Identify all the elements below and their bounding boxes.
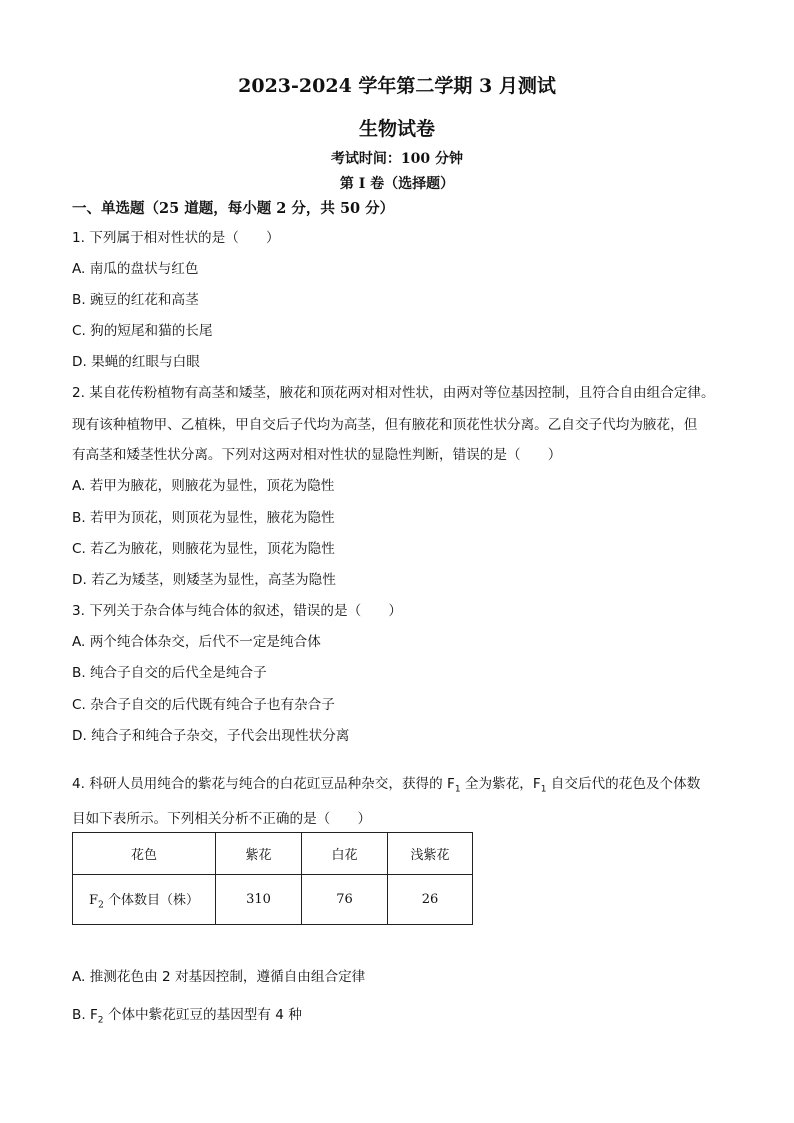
table-row-label xyxy=(73,875,216,925)
flower-color-table xyxy=(72,832,473,925)
question-1-stem: 1. 下列属于相对性状的是（ ） xyxy=(72,230,280,246)
subject-title: 生物试卷 xyxy=(358,118,435,140)
question-2-option-d: D. 若乙为矮茎，则矮茎为显性，高茎为隐性 xyxy=(72,572,336,588)
question-2-option-b: B. 若甲为顶花，则顶花为显性，腋花为隐性 xyxy=(72,510,335,526)
question-2-option-c: C. 若乙为腋花，则腋花为显性，顶花为隐性 xyxy=(72,541,335,557)
question-1-option-b: B. 豌豆的红花和高茎 xyxy=(72,292,199,308)
option-b-subscript: 2 xyxy=(97,1015,104,1026)
table-header-cell: 浅紫花 xyxy=(388,833,473,875)
option-b-text: 个体中紫花豇豆的基因型有 4 种 xyxy=(103,1007,302,1023)
row-label-text: 个体数目（株） xyxy=(103,892,199,908)
question-1-option-a: A. 南瓜的盘状与红色 xyxy=(72,261,199,277)
question-1-option-d: D. 果蝇的红眼与白眼 xyxy=(72,354,200,370)
exam-time: 考试时间：100 分钟 xyxy=(330,151,464,167)
table-row xyxy=(73,875,473,925)
question-2-option-a: A. 若甲为腋花，则腋花为显性，顶花为隐性 xyxy=(72,478,335,494)
table-header-cell: 紫花 xyxy=(216,833,302,875)
part-title: 第 I 卷（选择题） xyxy=(339,176,455,192)
question-4-stem-line-1 xyxy=(72,772,700,795)
question-4-stem-part-2: 全为紫花，F xyxy=(460,776,541,792)
table-header-row xyxy=(73,833,473,875)
question-4-stem-line-2: 目如下表所示。下列相关分析不正确的是（ ） xyxy=(72,811,372,827)
question-4-stem-part-1: 4. 科研人员用纯合的紫花与纯合的白花豇豆品种杂交，获得的 F xyxy=(72,776,455,792)
question-3-option-d: D. 纯合子和纯合子杂交，子代会出现性状分离 xyxy=(72,728,350,744)
row-label-f: F xyxy=(89,892,99,908)
question-2-stem-line-3: 有高茎和矮茎性状分离。下列对这两对相对性状的显隐性判断，错误的是（ ） xyxy=(72,447,562,463)
question-4-f1-subscript: 1 xyxy=(454,784,461,795)
question-3-option-c: C. 杂合子自交的后代既有纯合子也有杂合子 xyxy=(72,697,335,713)
question-4-option-a: A. 推测花色由 2 对基因控制，遵循自由组合定律 xyxy=(72,969,366,985)
section-heading: 一、单选题（25 道题，每小题 2 分，共 50 分） xyxy=(72,200,395,217)
table-cell: 26 xyxy=(388,875,473,925)
question-3-option-b: B. 纯合子自交的后代全是纯合子 xyxy=(72,665,267,681)
question-2-stem-line-2: 现有该种植物甲、乙植株，甲自交后子代均为高茎，但有腋花和顶花性状分离。乙自交子代均为腋花，但 xyxy=(72,417,698,433)
question-3-stem: 3. 下列关于杂合体与纯合体的叙述，错误的是（ ） xyxy=(72,603,402,619)
table-cell: 310 xyxy=(216,875,302,925)
option-b-prefix: B. F xyxy=(72,1007,98,1023)
question-3-option-a: A. 两个纯合体杂交，后代不一定是纯合体 xyxy=(72,634,321,650)
table-header-cell: 花色 xyxy=(73,833,216,875)
exam-title: 2023-2024 学年第二学期 3 月测试 xyxy=(238,75,556,97)
question-4-option-b xyxy=(72,1003,302,1026)
row-label-subscript: 2 xyxy=(98,900,104,911)
question-1-option-c: C. 狗的短尾和猫的长尾 xyxy=(72,323,213,339)
question-4-stem-part-3: 自交后代的花色及个体数 xyxy=(546,776,701,792)
question-2-stem-line-1: 2. 某自花传粉植物有高茎和矮茎，腋花和顶花两对相对性状，由两对等位基因控制，且符合自由组合定律。 xyxy=(72,385,715,401)
table-cell: 76 xyxy=(302,875,388,925)
question-4-f1-subscript-2: 1 xyxy=(540,784,547,795)
table-header-cell: 白花 xyxy=(302,833,388,875)
